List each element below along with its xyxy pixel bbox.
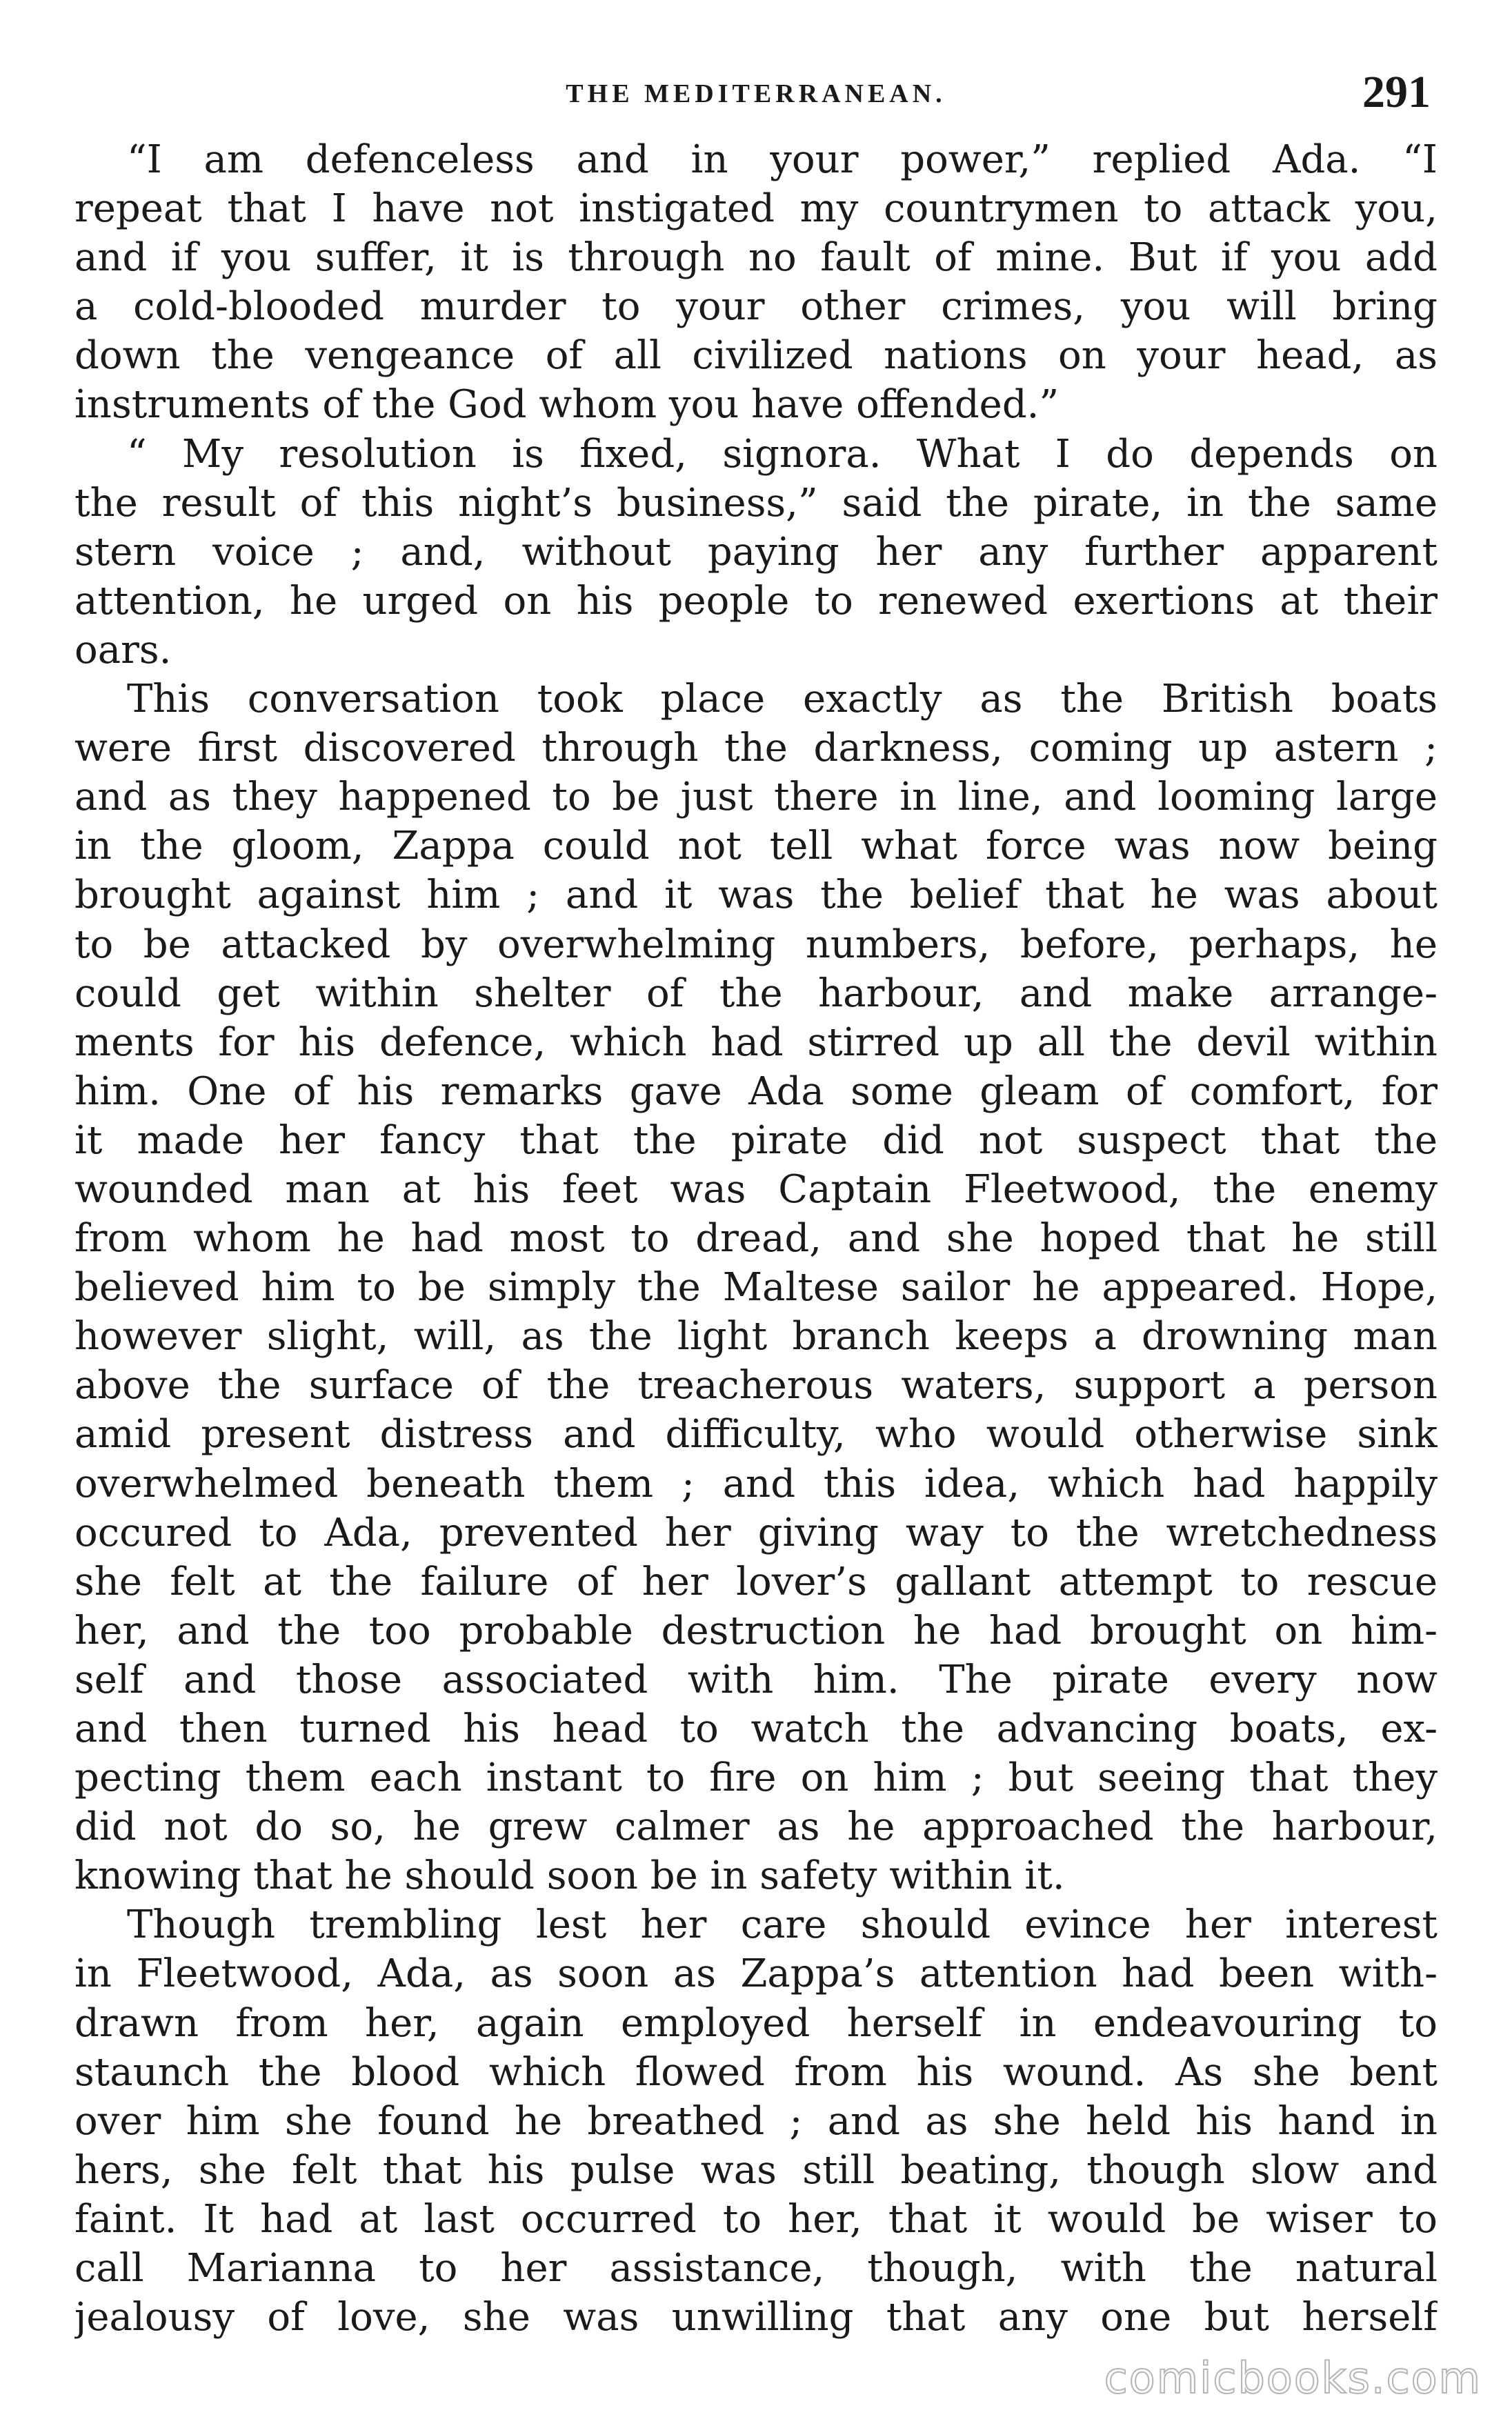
text-line: she felt at the failure of her lover’s gallant attempt to rescue: [74, 1559, 1438, 1604]
text-line: it made her fancy that the pirate did not suspect that the: [74, 1117, 1438, 1163]
running-title: THE MEDITERRANEAN.: [566, 79, 946, 108]
text-line: stern voice ; and, without paying her any further apparent: [74, 529, 1438, 575]
text-line: a cold-blooded murder to your other crimes, you will bring: [74, 284, 1438, 330]
body-text: [74, 135, 1438, 2342]
text-line: oars.: [74, 627, 172, 673]
text-line: over him she found he breathed ; and as she held his hand in: [74, 2098, 1438, 2144]
text-line: him. One of his remarks gave Ada some gleam of comfort, for: [74, 1068, 1438, 1114]
text-line: could get within shelter of the harbour, and make arrange-: [74, 971, 1438, 1016]
text-line: the result of this night’s business,” said the pirate, in the same: [74, 480, 1438, 526]
text-line: and as they happened to be just there in line, and looming large: [74, 775, 1438, 820]
text-line: attention, he urged on his people to renewed exertions at their: [74, 578, 1438, 624]
text-line: did not do so, he grew calmer as he approached the harbour,: [74, 1804, 1438, 1850]
text-line: wounded man at his feet was Captain Fleetwood, the enemy: [74, 1166, 1438, 1212]
text-line: and if you suffer, it is through no fault of mine. But if you add: [74, 235, 1438, 281]
text-line: in Fleetwood, Ada, as soon as Zappa’s attention had been with-: [74, 1951, 1438, 1997]
text-line: in the gloom, Zappa could not tell what force was now being: [74, 824, 1438, 869]
text-line: staunch the blood which flowed from his wound. As she bent: [74, 2049, 1438, 2095]
text-line: her, and the too probable destruction he had brought on him-: [74, 1608, 1438, 1653]
text-line: and then turned his head to watch the advancing boats, ex-: [74, 1706, 1438, 1751]
text-line: down the vengeance of all civilized nations on your head, as: [74, 333, 1438, 379]
text-line: to be attacked by overwhelming numbers, before, perhaps, he: [74, 922, 1438, 967]
text-line: from whom he had most to dread, and she hoped that he still: [74, 1216, 1438, 1262]
text-line: believed him to be simply the Maltese sailor he appeared. Hope,: [74, 1265, 1438, 1311]
text-line: pecting them each instant to fire on him ; but seeing that they: [74, 1755, 1438, 1801]
text-line: above the surface of the treacherous waters, support a person: [74, 1363, 1438, 1409]
text-line: “ My resolution is fixed, signora. What I do depends on: [127, 431, 1438, 477]
watermark: comicbooks.com: [1104, 2353, 1482, 2403]
text-line: faint. It had at last occurred to her, that it would be wiser to: [74, 2196, 1438, 2242]
text-line: ments for his defence, which had stirred up all the devil within: [74, 1019, 1438, 1065]
page-number: 291: [1362, 67, 1431, 117]
text-line: self and those associated with him. The pirate every now: [74, 1657, 1438, 1702]
text-line: “I am defenceless and in your power,” replied Ada. “I: [127, 137, 1438, 182]
text-line: knowing that he should soon be in safety within it.: [74, 1853, 1065, 1899]
text-line: Though trembling lest her care should evince her interest: [127, 1902, 1438, 1948]
running-head: [74, 66, 1438, 121]
text-line: drawn from her, again employed herself in endeavouring to: [74, 2000, 1438, 2046]
text-line: hers, she felt that his pulse was still beating, though slow and: [74, 2147, 1438, 2193]
text-line: instruments of the God whom you have offended.”: [74, 382, 1060, 428]
text-line: repeat that I have not instigated my countrymen to attack you,: [74, 186, 1438, 232]
text-line: occured to Ada, prevented her giving way to the wretchedness: [74, 1510, 1438, 1555]
text-line: call Marianna to her assistance, though, with the natural: [74, 2246, 1438, 2291]
text-line: however slight, will, as the light branch keeps a drowning man: [74, 1314, 1438, 1360]
text-line: were first discovered through the darkness, coming up astern ;: [74, 726, 1438, 771]
text-line: jealousy of love, she was unwilling that any one but herself: [74, 2295, 1438, 2340]
text-line: amid present distress and difficulty, who would otherwise sink: [74, 1412, 1438, 1457]
text-line: brought against him ; and it was the belief that he was about: [74, 873, 1438, 918]
text-line: overwhelmed beneath them ; and this idea, which had happily: [74, 1461, 1438, 1506]
text-line: This conversation took place exactly as the British boats: [127, 677, 1438, 722]
